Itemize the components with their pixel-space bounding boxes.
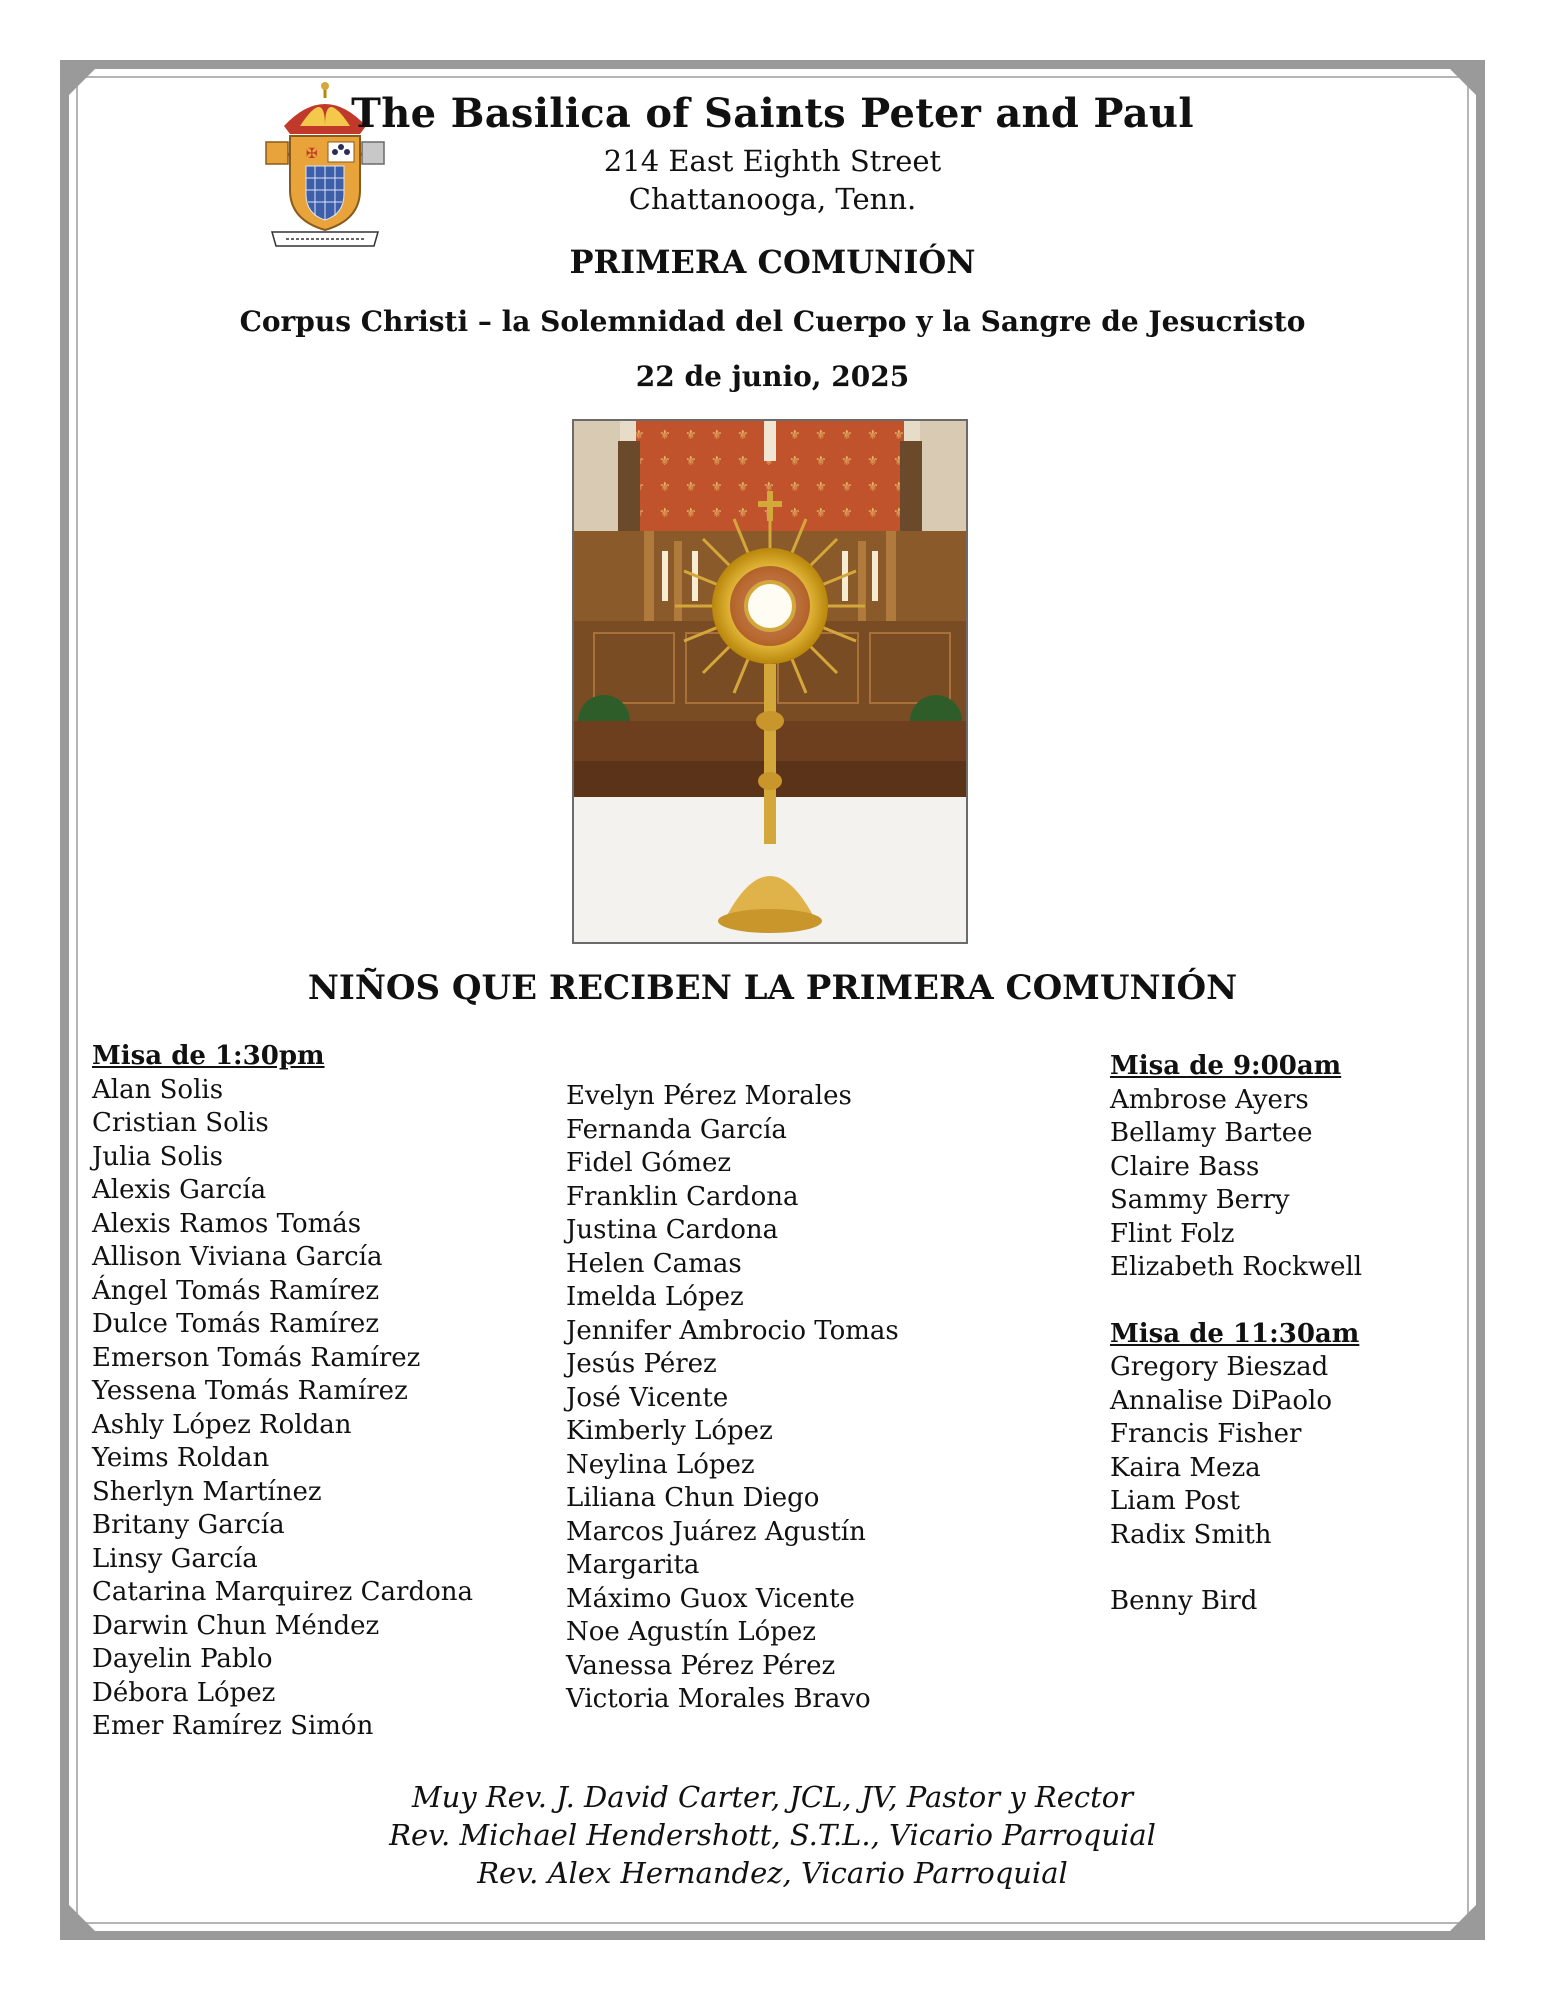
list-item: Neylina López [566,1449,755,1480]
mass-130-label: Misa de 1:30pm [92,1041,325,1071]
monstrance-photo [572,419,968,944]
list-item: Alexis Ramos Tomás [92,1208,362,1239]
list-item: Julia Solis [92,1141,224,1172]
list-item: Fidel Gómez [566,1148,732,1178]
list-item: Annalise DiPaolo [1110,1385,1333,1416]
list-item: Cristian Solis [92,1108,269,1138]
address-city: Chattanooga, Tenn. [628,182,917,216]
list-item: Dulce Tomás Ramírez [92,1309,380,1339]
list-item: Vanessa Pérez Pérez [566,1650,836,1681]
spacer [1110,1285,1362,1318]
list-item: Liam Post [1110,1486,1240,1516]
list-item: Flint Folz [1110,1218,1235,1249]
list-item: Victoria Morales Bravo [566,1684,871,1714]
list-item: Bellamy Bartee [1110,1118,1313,1148]
list-item: Jesús Pérez [566,1349,717,1379]
list-item: Kaira Meza [1110,1452,1261,1483]
list-item: Yeims Roldan [92,1443,270,1473]
event-heading: PRIMERA COMUNIÓN [569,243,976,281]
list-item: Justina Cardona [566,1215,779,1245]
clergy-pastor: Muy Rev. J. David Carter, JCL, JV, Pastor y Rector [411,1780,1134,1814]
list-item: Emerson Tomás Ramírez [92,1342,421,1373]
list-item: Imelda López [566,1282,744,1312]
list-item: Liliana Chun Diego [566,1483,820,1513]
list-item: Sammy Berry [1110,1185,1290,1215]
clergy-vicar: Rev. Michael Hendershott, S.T.L., Vicario Parroquial [389,1818,1156,1852]
list-item: Kimberly López [566,1416,773,1446]
list-item: Ashly López Roldan [92,1409,352,1440]
list-item: Radix Smith [1110,1519,1272,1550]
list-item: Jennifer Ambrocio Tomas [566,1315,899,1346]
clergy-vicar: Rev. Alex Hernandez, Vicario Parroquial [477,1856,1068,1890]
list-item: Ángel Tomás Ramírez [92,1275,380,1306]
list-item: Helen Camas [566,1248,742,1279]
list-item: Allison Viviana García [92,1242,383,1272]
list-item: Alan Solis [92,1074,224,1105]
list-item: Dayelin Pablo [92,1644,273,1674]
mass-900-label: Misa de 9:00am [1110,1051,1342,1081]
list-item: Débora López [92,1677,276,1708]
section-title: NIÑOS QUE RECIBEN LA PRIMERA COMUNIÓN [307,968,1238,1008]
address-street: 214 East Eighth Street [603,144,942,178]
event-subheading: Corpus Christi – la Solemnidad del Cuerpo y la Sangre de Jesucristo [239,305,1306,338]
list-item: Benny Bird [1110,1586,1258,1616]
mass-130-list-continued [566,1080,899,1717]
svg-text:✠: ✠ [306,146,318,162]
list-item: Emer Ramírez Simón [92,1711,374,1741]
corner-ornament [69,1905,95,1931]
list-item: Máximo Guox Vicente [566,1583,855,1614]
list-item: Gregory Bieszad [1110,1352,1329,1382]
list-item: Ambrose Ayers [1110,1084,1309,1115]
list-item: Marcos Juárez Agustín [566,1516,866,1547]
list-item: Alexis García [92,1175,267,1205]
list-item: Darwin Chun Méndez [92,1610,380,1641]
list-item: Noe Agustín López [566,1617,816,1647]
list-item: Elizabeth Rockwell [1110,1252,1363,1282]
mass-morning-lists [1110,1050,1362,1619]
event-date: 22 de junio, 2025 [635,360,910,393]
list-item: Linsy García [92,1543,258,1574]
spacer [1110,1552,1362,1585]
list-item: Fernanda García [566,1114,787,1145]
page-title: The Basilica of Saints Peter and Paul [351,90,1194,137]
list-item: Catarina Marquirez Cardona [92,1577,473,1607]
list-item: Evelyn Pérez Morales [566,1081,852,1111]
list-item: Yessena Tomás Ramírez [92,1376,408,1406]
list-item: Margarita [566,1550,700,1580]
list-item: Sherlyn Martínez [92,1476,322,1507]
list-item: Britany García [92,1510,285,1540]
list-item: Francis Fisher [1110,1419,1302,1449]
list-item: Franklin Cardona [566,1181,799,1212]
list-item: José Vicente [566,1382,729,1413]
list-item: Claire Bass [1110,1151,1260,1182]
mass-130-list [92,1040,473,1744]
mass-1130-label: Misa de 11:30am [1110,1318,1360,1349]
corner-ornament [1450,1905,1476,1931]
